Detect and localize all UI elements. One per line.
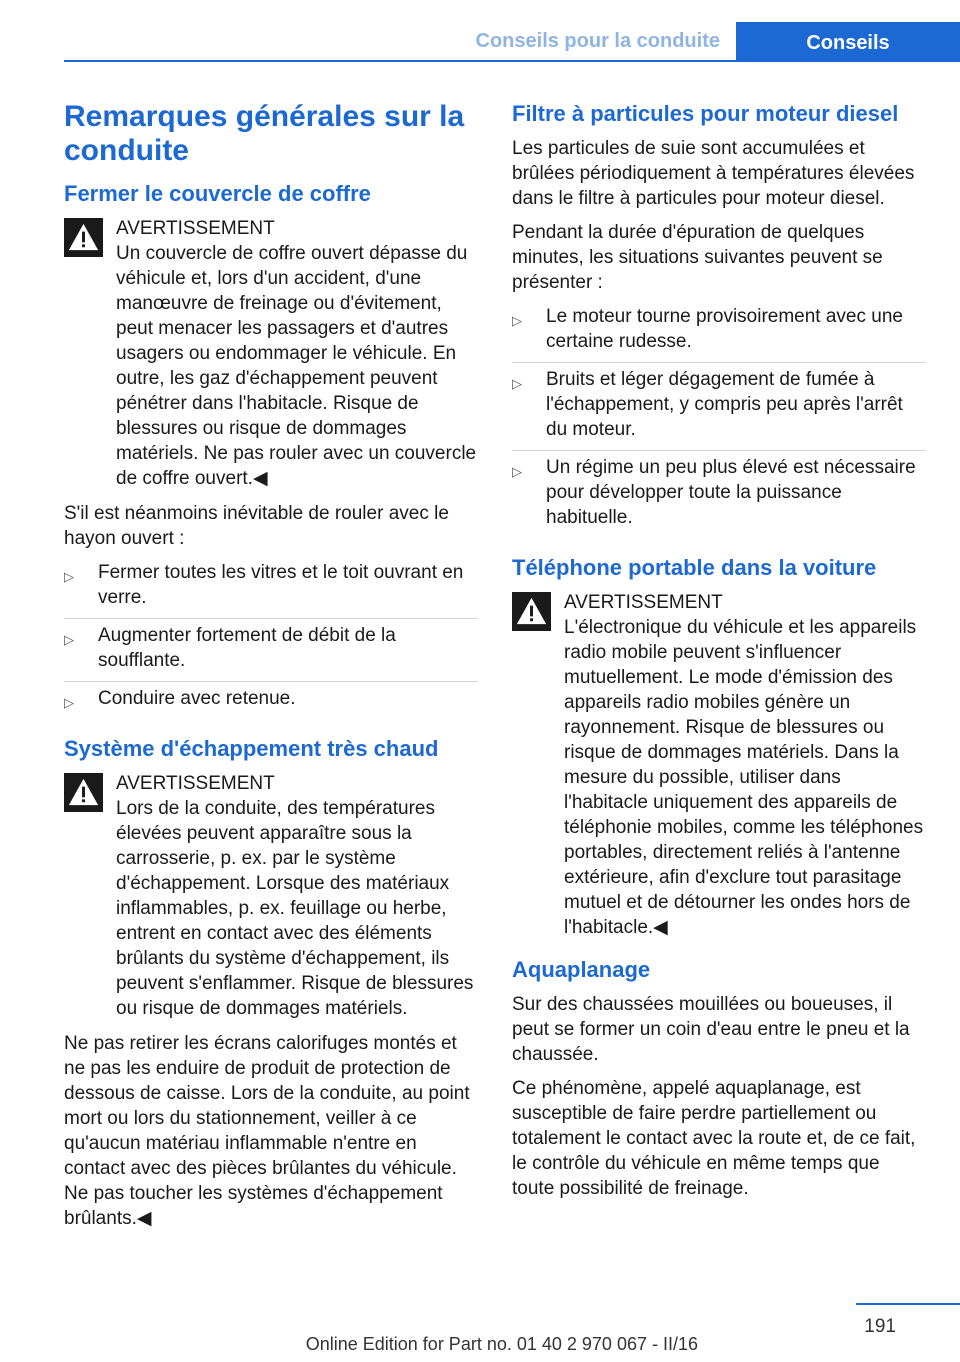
chapter-title: Remarques générales sur la conduite <box>64 100 465 167</box>
warning-triangle-icon <box>512 592 551 631</box>
bullet-triangle-icon: ▷ <box>64 569 74 584</box>
list-item: ▷ Augmenter fortement de débit de la soufflante. <box>64 618 478 681</box>
paragraph: Pendant la durée d'épuration de quelques minutes, les situations suivantes peuvent se présenter : <box>512 222 883 293</box>
bullet-triangle-icon: ▷ <box>512 464 522 479</box>
section-title-mobile-phone: Téléphone portable dans la voiture <box>512 555 877 580</box>
warning-label: AVERTISSEMENT <box>564 592 723 613</box>
paragraph: Ne pas retirer les écrans calorifuges montés et ne pas les enduire de produit de protection de dessous de caisse. Lors de la conduite, au point mort ou lors du stationnement, veiller à ce qu'aucun matériau inflammable n'entre en contact avec des pièces brûlantes du véhicule. Ne pas toucher les systèmes d'échappement brûlants.◀ <box>64 1033 470 1229</box>
warning-block-phone <box>512 590 926 940</box>
warning-block-trunk <box>64 216 478 491</box>
warning-text: Lors de la conduite, des températures élevées peuvent apparaître sous la carrosserie, p. ex. par le système d'échappement. Lorsque des matériaux inflammables, p. ex. feuillage ou herbe, entrent en contact avec des éléments brûlants du système d'échappement, ils peuvent s'enflammer. Risque de blessures ou risque de dommages matériels. <box>116 798 474 1019</box>
page-number: 191 <box>864 1316 896 1337</box>
paragraph: Les particules de suie sont accumulées et brûlées périodiquement à températures élevées dans le filtre à particules pour moteur diesel. <box>512 138 915 209</box>
section-title-trunk: Fermer le couvercle de coffre <box>64 181 371 206</box>
section-title-diesel-filter: Filtre à particules pour moteur diesel <box>512 101 899 126</box>
warning-block-exhaust <box>64 771 478 1021</box>
warning-text: Un couvercle de coffre ouvert dépasse du véhicule et, lors d'un accident, d'une manœuvre de freinage ou d'évitement, peut menacer les passagers et d'autres usagers ou endommager le véhicule. En outre, les gaz d'échappement peuvent pénétrer dans l'habitacle. Risque de blessures ou risque de dommages matériels. Ne pas rouler avec un couvercle de coffre ouvert.◀ <box>116 243 477 489</box>
bullet-triangle-icon: ▷ <box>512 313 522 328</box>
left-column <box>64 100 478 1240</box>
right-column <box>512 100 926 1210</box>
bullet-triangle-icon: ▷ <box>64 632 74 647</box>
section-title-aquaplaning: Aquaplanage <box>512 957 651 982</box>
warning-triangle-icon <box>64 218 103 257</box>
header-section-title: Conseils pour la conduite <box>475 30 720 52</box>
bullet-list <box>64 560 478 719</box>
page-header <box>64 0 960 62</box>
list-item: ▷ Fermer toutes les vitres et le toit ouvrant en verre. <box>64 562 464 608</box>
warning-text: L'électronique du véhicule et les appareils radio mobile peuvent s'influencer mutuellement. Le mode d'émission des appareils radio mobiles génère un rayonnement. Risque de blessures ou risque de dommages matériels. Dans la mesure du possible, utiliser dans l'habitacle uniquement des appareils de téléphonie mobiles, comme les téléphones portables, directement reliés à l'antenne extérieure, afin d'exclure tout parasitage mutuel et de détourner les ondes hors de l'habitacle.◀ <box>564 617 924 938</box>
paragraph: Sur des chaussées mouillées ou boueuses, il peut se former un coin d'eau entre le pneu et la chaussée. <box>512 994 910 1065</box>
warning-label: AVERTISSEMENT <box>116 218 275 239</box>
section-title-exhaust: Système d'échappement très chaud <box>64 736 439 761</box>
bullet-triangle-icon: ▷ <box>64 695 74 710</box>
edition-note: Online Edition for Part no. 01 40 2 970 067 - II/16 <box>305 1334 698 1354</box>
list-item: ▷ Le moteur tourne provisoirement avec une certaine rudesse. <box>512 306 903 352</box>
list-item: ▷ Bruits et léger dégagement de fumée à l'échappement, y compris peu après l'arrêt du moteur. <box>512 362 926 450</box>
paragraph: Ce phénomène, appelé aquaplanage, est susceptible de faire perdre partiellement ou totalement le contact avec la route et, de ce fait, le contrôle du véhicule en même temps que toute possibilité de freinage. <box>512 1078 916 1199</box>
header-rule <box>64 60 960 62</box>
list-item: ▷ Un régime un peu plus élevé est nécessaire pour développer toute la puissance habituelle. <box>512 450 926 538</box>
list-item: ▷ Conduire avec retenue. <box>64 681 478 719</box>
footer-rule <box>856 1303 960 1305</box>
bullet-list <box>512 304 926 538</box>
warning-label: AVERTISSEMENT <box>116 773 275 794</box>
header-chapter-tab: Conseils <box>736 22 960 62</box>
warning-triangle-icon <box>64 773 103 812</box>
bullet-triangle-icon: ▷ <box>512 376 522 391</box>
paragraph: S'il est néanmoins inévitable de rouler avec le hayon ouvert : <box>64 503 449 549</box>
